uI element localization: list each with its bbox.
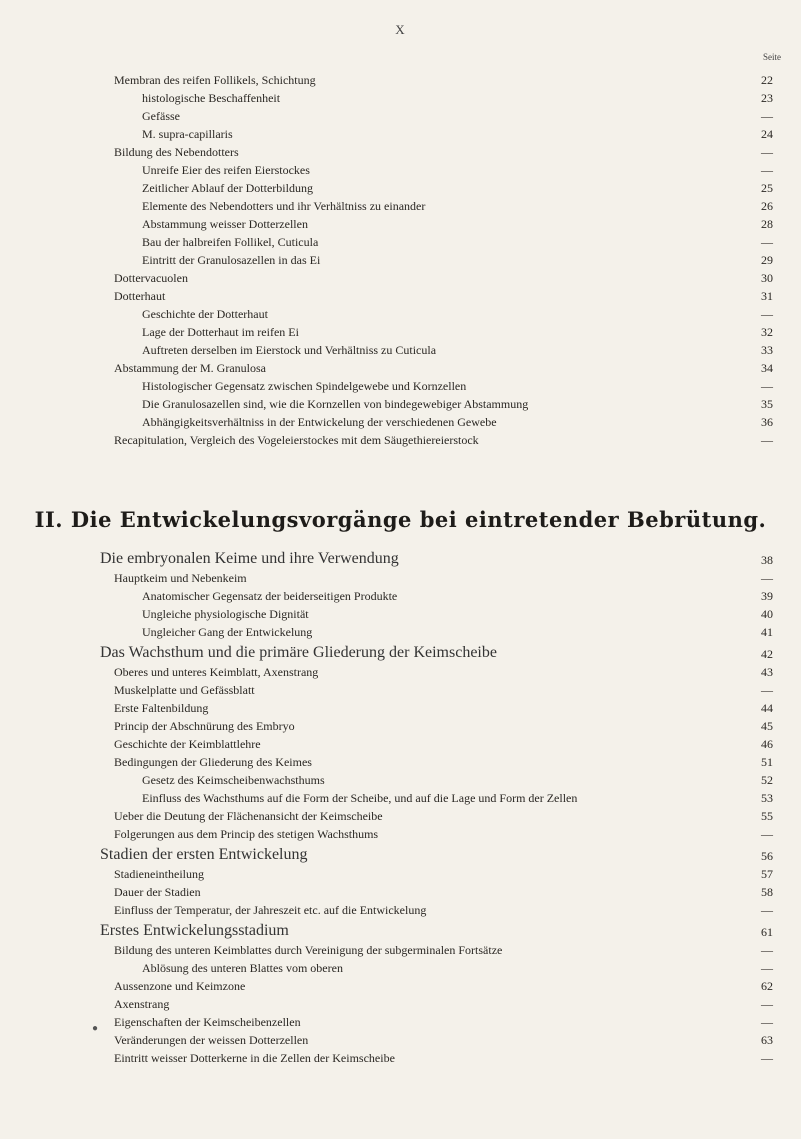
leader-dots <box>316 1032 739 1048</box>
toc-entry-page: — <box>761 943 773 957</box>
toc-entry-page: 29 <box>761 253 773 267</box>
toc-entry-page: 57 <box>761 867 773 881</box>
toc-entry-page: 62 <box>761 979 773 993</box>
leader-dots <box>263 682 739 698</box>
toc-entry <box>0 1032 801 1050</box>
toc-entry <box>0 198 801 216</box>
toc-entry <box>0 866 801 884</box>
toc-entry-page: 24 <box>761 127 773 141</box>
leader-dots <box>487 432 739 448</box>
toc-entry-page: — <box>761 997 773 1011</box>
toc-entry <box>0 108 801 126</box>
leader-dots <box>444 342 739 358</box>
toc-entry-title: Oberes und unteres Keimblatt, Axenstrang <box>114 665 319 679</box>
toc-entry <box>0 960 801 978</box>
toc-entry <box>0 646 801 664</box>
toc-entry <box>0 90 801 108</box>
toc-entry-page: 30 <box>761 271 773 285</box>
leader-dots <box>309 1014 739 1030</box>
toc-entry <box>0 664 801 682</box>
leader-dots <box>536 396 739 412</box>
toc-entry-title: Das Wachsthum und die primäre Gliederung der Keimscheibe <box>100 644 497 661</box>
toc-entry <box>0 180 801 198</box>
leader-dots <box>505 646 739 662</box>
toc-entry <box>0 924 801 942</box>
leader-dots <box>386 826 739 842</box>
toc-entry-page: 40 <box>761 607 773 621</box>
toc-entry-page: 55 <box>761 809 773 823</box>
toc-entry-page: 46 <box>761 737 773 751</box>
leader-dots <box>320 754 739 770</box>
toc-entry <box>0 360 801 378</box>
toc-entry-title: Die embryonalen Keime und ihre Verwendung <box>100 550 399 567</box>
toc-entry <box>0 624 801 642</box>
toc-entry-page: 44 <box>761 701 773 715</box>
toc-entry <box>0 414 801 432</box>
toc-entry-title: Zeitlicher Ablauf der Dotterbildung <box>142 181 313 195</box>
leader-dots <box>585 790 739 806</box>
toc-entry-page: 33 <box>761 343 773 357</box>
toc-entry <box>0 754 801 772</box>
toc-entry <box>0 396 801 414</box>
leader-dots <box>297 924 739 940</box>
toc-entry-title: Auftreten derselben im Eierstock und Verhältniss zu Cuticula <box>142 343 437 357</box>
toc-entry-page: 41 <box>761 625 773 639</box>
toc-entry-page: 34 <box>761 361 773 375</box>
toc-entry-page: 53 <box>761 791 773 805</box>
toc-entry <box>0 884 801 902</box>
toc-entry-title: Aussenzone und Keimzone <box>114 979 246 993</box>
toc-entry-title: Abhängigkeitsverhältniss in der Entwickelung der verschiedenen Gewebe <box>142 415 497 429</box>
toc-entry-title: Unreife Eier des reifen Eierstockes <box>142 163 310 177</box>
toc-entry <box>0 270 801 288</box>
toc-entry-title: Dottervacuolen <box>114 271 188 285</box>
leader-dots <box>351 960 739 976</box>
toc-entry <box>0 826 801 844</box>
toc-entry <box>0 306 801 324</box>
toc-entry-title: Membran des reifen Follikels, Schichtung <box>114 73 316 87</box>
leader-dots <box>505 414 739 430</box>
toc-entry-page: — <box>761 109 773 123</box>
leader-dots <box>177 996 739 1012</box>
toc-entry-title: Gesetz des Keimscheibenwachsthums <box>142 773 325 787</box>
toc-entry-page: 38 <box>761 553 773 567</box>
leader-dots <box>241 126 739 142</box>
toc-entry-title: Dotterhaut <box>114 289 166 303</box>
leader-dots <box>407 552 739 568</box>
toc-entry <box>0 144 801 162</box>
toc-entry-title: Lage der Dotterhaut im reifen Ei <box>142 325 299 339</box>
leader-dots <box>403 1050 739 1066</box>
toc-entry <box>0 378 801 396</box>
toc-entry <box>0 808 801 826</box>
toc-entry-title: Eintritt weisser Dotterkerne in die Zellen der Keimscheibe <box>114 1051 395 1065</box>
toc-entry <box>0 342 801 360</box>
toc-entry <box>0 772 801 790</box>
toc-entry-page: 61 <box>761 925 773 939</box>
toc-entry-title: Elemente des Nebendotters und ihr Verhältniss zu einander <box>142 199 426 213</box>
toc-entry-page: 22 <box>761 73 773 87</box>
toc-entry-title: Stadieneintheilung <box>114 867 204 881</box>
toc-entry <box>0 736 801 754</box>
section-heading: II. Die Entwickelungsvorgänge bei eintretender Bebrütung. <box>34 507 767 532</box>
toc-entry-title: Stadien der ersten Entwickelung <box>100 846 308 863</box>
leader-dots <box>391 808 739 824</box>
toc-entry-page: 51 <box>761 755 773 769</box>
leader-dots <box>433 198 739 214</box>
toc-entry-title: Hauptkeim und Nebenkeim <box>114 571 247 585</box>
leader-dots <box>326 234 739 250</box>
toc-entry-page: — <box>761 1051 773 1065</box>
leader-dots <box>405 588 739 604</box>
toc-entry-page: 32 <box>761 325 773 339</box>
toc-entry <box>0 432 801 450</box>
leader-dots <box>328 252 739 268</box>
toc-entry <box>0 126 801 144</box>
leader-dots <box>276 306 739 322</box>
toc-entry-title: Ungleiche physiologische Dignität <box>142 607 309 621</box>
toc-entry-title: Geschichte der Dotterhaut <box>142 307 268 321</box>
toc-entry-page: — <box>761 1015 773 1029</box>
toc-entry-title: Bedingungen der Gliederung des Keimes <box>114 755 312 769</box>
toc-entry-title: Ueber die Deutung der Flächenansicht der Keimscheibe <box>114 809 383 823</box>
toc-entry <box>0 324 801 342</box>
leader-dots <box>316 216 739 232</box>
toc-entry-title: Erstes Entwickelungsstadium <box>100 922 289 939</box>
toc-entry-page: 31 <box>761 289 773 303</box>
toc-entry-page: 43 <box>761 665 773 679</box>
leader-dots <box>333 772 739 788</box>
leader-dots <box>288 90 739 106</box>
leader-dots <box>510 942 739 958</box>
toc-entry-title: Abstammung der M. Granulosa <box>114 361 266 375</box>
toc-entry-page: 28 <box>761 217 773 231</box>
toc-entry-title: Bildung des Nebendotters <box>114 145 239 159</box>
leader-dots <box>173 288 739 304</box>
toc-entry-page: 56 <box>761 849 773 863</box>
toc-entry-page: 23 <box>761 91 773 105</box>
leader-dots <box>269 736 739 752</box>
toc-entry-page: — <box>761 827 773 841</box>
toc-entry-title: Erste Faltenbildung <box>114 701 209 715</box>
toc-entry <box>0 72 801 90</box>
toc-entry <box>0 216 801 234</box>
toc-entry-page: — <box>761 903 773 917</box>
toc-entry <box>0 588 801 606</box>
toc-entry <box>0 978 801 996</box>
toc-entry-title: Ungleicher Gang der Entwickelung <box>142 625 313 639</box>
toc-entry-title: Die Granulosazellen sind, wie die Kornzellen von bindegewebiger Abstammung <box>142 397 529 411</box>
toc-entry-title: Princip der Abschnürung des Embryo <box>114 719 295 733</box>
leader-dots <box>196 270 739 286</box>
toc-entry-page: 58 <box>761 885 773 899</box>
toc-entry-title: Anatomischer Gegensatz der beiderseitigen Produkte <box>142 589 398 603</box>
leader-dots <box>216 700 739 716</box>
toc-entry <box>0 162 801 180</box>
leader-dots <box>321 180 739 196</box>
toc-entry <box>0 996 801 1014</box>
toc-entry-title: histologische Beschaffenheit <box>142 91 281 105</box>
toc-entry <box>0 288 801 306</box>
toc-entry <box>0 252 801 270</box>
toc-entry-page: — <box>761 379 773 393</box>
toc-entry-page: 42 <box>761 647 773 661</box>
toc-entry-title: Bildung des unteren Keimblattes durch Vereinigung der subgerminalen Fortsätze <box>114 943 503 957</box>
leader-dots <box>255 570 739 586</box>
toc-entry-page: — <box>761 235 773 249</box>
toc-entry-page: — <box>761 961 773 975</box>
toc-entry-page: 63 <box>761 1033 773 1047</box>
seite-label: Seite <box>763 52 781 62</box>
toc-entry-title: Axenstrang <box>114 997 170 1011</box>
toc-entry-page: 39 <box>761 589 773 603</box>
toc-entry <box>0 848 801 866</box>
leader-dots <box>188 108 739 124</box>
toc-entry-title: Gefässe <box>142 109 180 123</box>
toc-entry-page: — <box>761 307 773 321</box>
toc-entry-page: 26 <box>761 199 773 213</box>
toc-entry-page: — <box>761 163 773 177</box>
leader-dots <box>318 162 739 178</box>
toc-entry-page: — <box>761 683 773 697</box>
toc-entry-title: Muskelplatte und Gefässblatt <box>114 683 255 697</box>
leader-dots <box>320 624 739 640</box>
toc-entry <box>0 942 801 960</box>
toc-entry-page: 52 <box>761 773 773 787</box>
toc-entry-title: M. supra-capillaris <box>142 127 233 141</box>
toc-entry-page: 35 <box>761 397 773 411</box>
toc-entry-title: Dauer der Stadien <box>114 885 201 899</box>
toc-entry-title: Veränderungen der weissen Dotterzellen <box>114 1033 309 1047</box>
toc-entry-title: Recapitulation, Vergleich des Vogeleierstockes mit dem Säugethiereierstock <box>114 433 479 447</box>
toc-entry-title: Folgerungen aus dem Princip des stetigen Wachsthums <box>114 827 379 841</box>
leader-dots <box>303 718 739 734</box>
toc-entry <box>0 718 801 736</box>
toc-entry <box>0 1014 801 1032</box>
leader-dots <box>474 378 739 394</box>
toc-entry <box>0 606 801 624</box>
leader-dots <box>316 848 740 864</box>
toc-entry-page: 45 <box>761 719 773 733</box>
toc-entry-page: — <box>761 145 773 159</box>
page-number: X <box>395 22 406 37</box>
leader-dots <box>274 360 739 376</box>
leader-dots <box>434 902 739 918</box>
toc-entry-title: Eigenschaften der Keimscheibenzellen <box>114 1015 301 1029</box>
toc-entry-title: Eintritt der Granulosazellen in das Ei <box>142 253 321 267</box>
leader-dots <box>209 884 739 900</box>
toc-entry-title: Einfluss des Wachsthums auf die Form der Scheibe, und auf die Lage und Form der Zellen <box>142 791 578 805</box>
toc-entry-title: Ablösung des unteren Blattes vom oberen <box>142 961 343 975</box>
leader-dots <box>317 606 739 622</box>
leader-dots <box>247 144 739 160</box>
leader-dots <box>212 866 739 882</box>
leader-dots <box>253 978 739 994</box>
toc-entry-title: Geschichte der Keimblattlehre <box>114 737 261 751</box>
toc-entry <box>0 682 801 700</box>
toc-entry-page: 36 <box>761 415 773 429</box>
toc-entry <box>0 902 801 920</box>
toc-entry <box>0 552 801 570</box>
toc-entry-page: — <box>761 571 773 585</box>
toc-entry <box>0 700 801 718</box>
toc-entry-page: 25 <box>761 181 773 195</box>
toc-entry <box>0 1050 801 1068</box>
printer-mark: ● <box>92 1023 99 1034</box>
toc-entry <box>0 790 801 808</box>
leader-dots <box>307 324 739 340</box>
leader-dots <box>324 72 739 88</box>
toc-entry-page: — <box>761 433 773 447</box>
toc-entry <box>0 234 801 252</box>
toc-entry-title: Einfluss der Temperatur, der Jahreszeit etc. auf die Entwickelung <box>114 903 427 917</box>
toc-entry-title: Histologischer Gegensatz zwischen Spindelgewebe und Kornzellen <box>142 379 467 393</box>
leader-dots <box>326 664 739 680</box>
toc-entry <box>0 570 801 588</box>
toc-entry-title: Bau der halbreifen Follikel, Cuticula <box>142 235 319 249</box>
toc-entry-title: Abstammung weisser Dotterzellen <box>142 217 308 231</box>
